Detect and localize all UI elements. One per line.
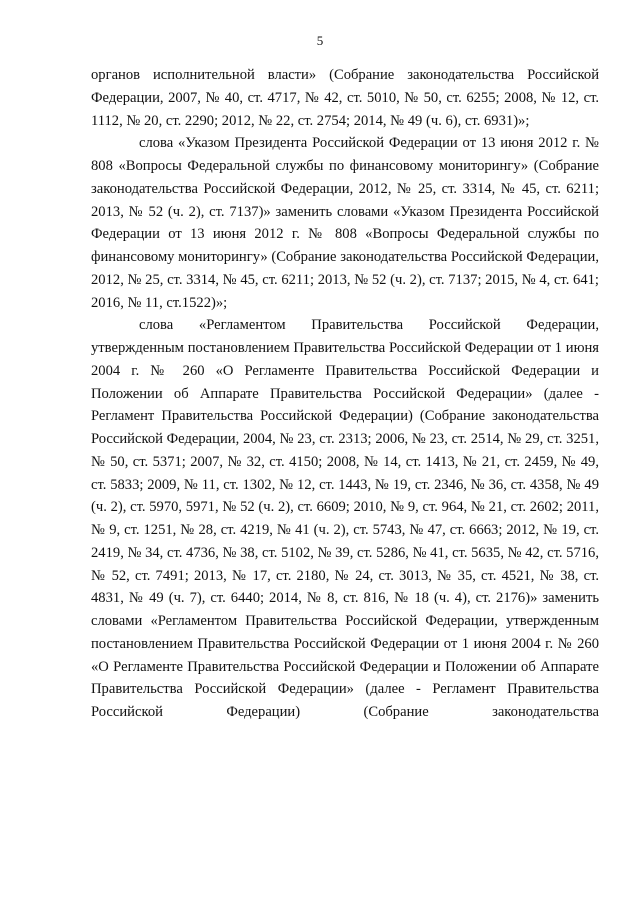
paragraph-presidential-decree: слова «Указом Президента Российской Федерации от 13 июня 2012 г. № 808 «Вопросы Федеральной службы по финансовому мониторингу» (Собрание законодательства Российской Федерации, 2012, № 25, ст. 3314, № 45, ст. 6211; 2013, № 52 (ч. 2), ст. 7137)» заменить словами «Указом Президента Российской Федерации от 13 июня 2012 г. № 808 «Вопросы Федеральной службы по финансовому мониторингу» (Собрание законодательства Российской Федерации, 2012, № 25, ст. 3314, № 45, ст. 6211; 2013, № 52 (ч. 2), ст. 7137; 2015, № 4, ст. 641; 2016, № 11, ст.1522)»; xyxy=(91,135,599,311)
page-number: 5 xyxy=(316,33,324,48)
paragraph-agencies-citation: органов исполнительной власти» (Собрание законодательства Российской Федерации, 2007, № 40, ст. 4717, № 42, ст. 5010, № 50, ст. 6255; 2008, № 12, ст. 1112, № 20, ст. 2290; 2012, № 22, ст. 2754; 2014, № 49 (ч. 6), ст. 6931)»; xyxy=(91,67,599,129)
document-body xyxy=(91,64,599,724)
paragraph-government-regulations: слова «Регламентом Правительства Российской Федерации, утвержденным постановлением Правительства Российской Федерации от 1 июня 2004 г. № 260 «О Регламенте Правительства Российской Федерации и Положении об Аппарате Правительства Российской Федерации» (далее - Регламент Правительства Российской Федерации) (Собрание законодательства Российской Федерации, 2004, № 23, ст. 2313; 2006, № 23, ст. 2514, № 29, ст. 3251, № 50, ст. 5371; 2007, № 32, ст. 4150; 2008, № 14, ст. 1413, № 21, ст. 2459, № 49, ст. 5833; 2009, № 11, ст. 1302, № 12, ст. 1443, № 19, ст. 2346, № 36, ст. 4358, № 49 (ч. 2), ст. 5970, 5971, № 52 (ч. 2), ст. 6609; 2010, № 9, ст. 964, № 21, ст. 2602; 2011, № 9, ст. 1251, № 28, ст. 4219, № 41 (ч. 2), ст. 5743, № 47, ст. 6663; 2012, № 19, ст. 2419, № 34, ст. 4736, № 38, ст. 5102, № 39, ст. 5286, № 41, ст. 5635, № 42, ст. 5716, № 52, ст. 7491; 2013, № 17, ст. 2180, № 24, ст. 3013, № 35, ст. 4521, № 38, ст. 4831, № 49 (ч. 7), ст. 6440; 2014, № 8, ст. 816, № 18 (ч. 4), ст. 2176)» заменить словами «Регламентом Правительства Российской Федерации, утвержденным постановлением Правительства Российской Федерации от 1 июня 2004 г. № 260 «О Регламенте Правительства Российской Федерации и Положении об Аппарате Правительства Российской Федерации» (далее - Регламент Правительства Российской Федерации) (Собрание законодательства xyxy=(91,317,599,720)
